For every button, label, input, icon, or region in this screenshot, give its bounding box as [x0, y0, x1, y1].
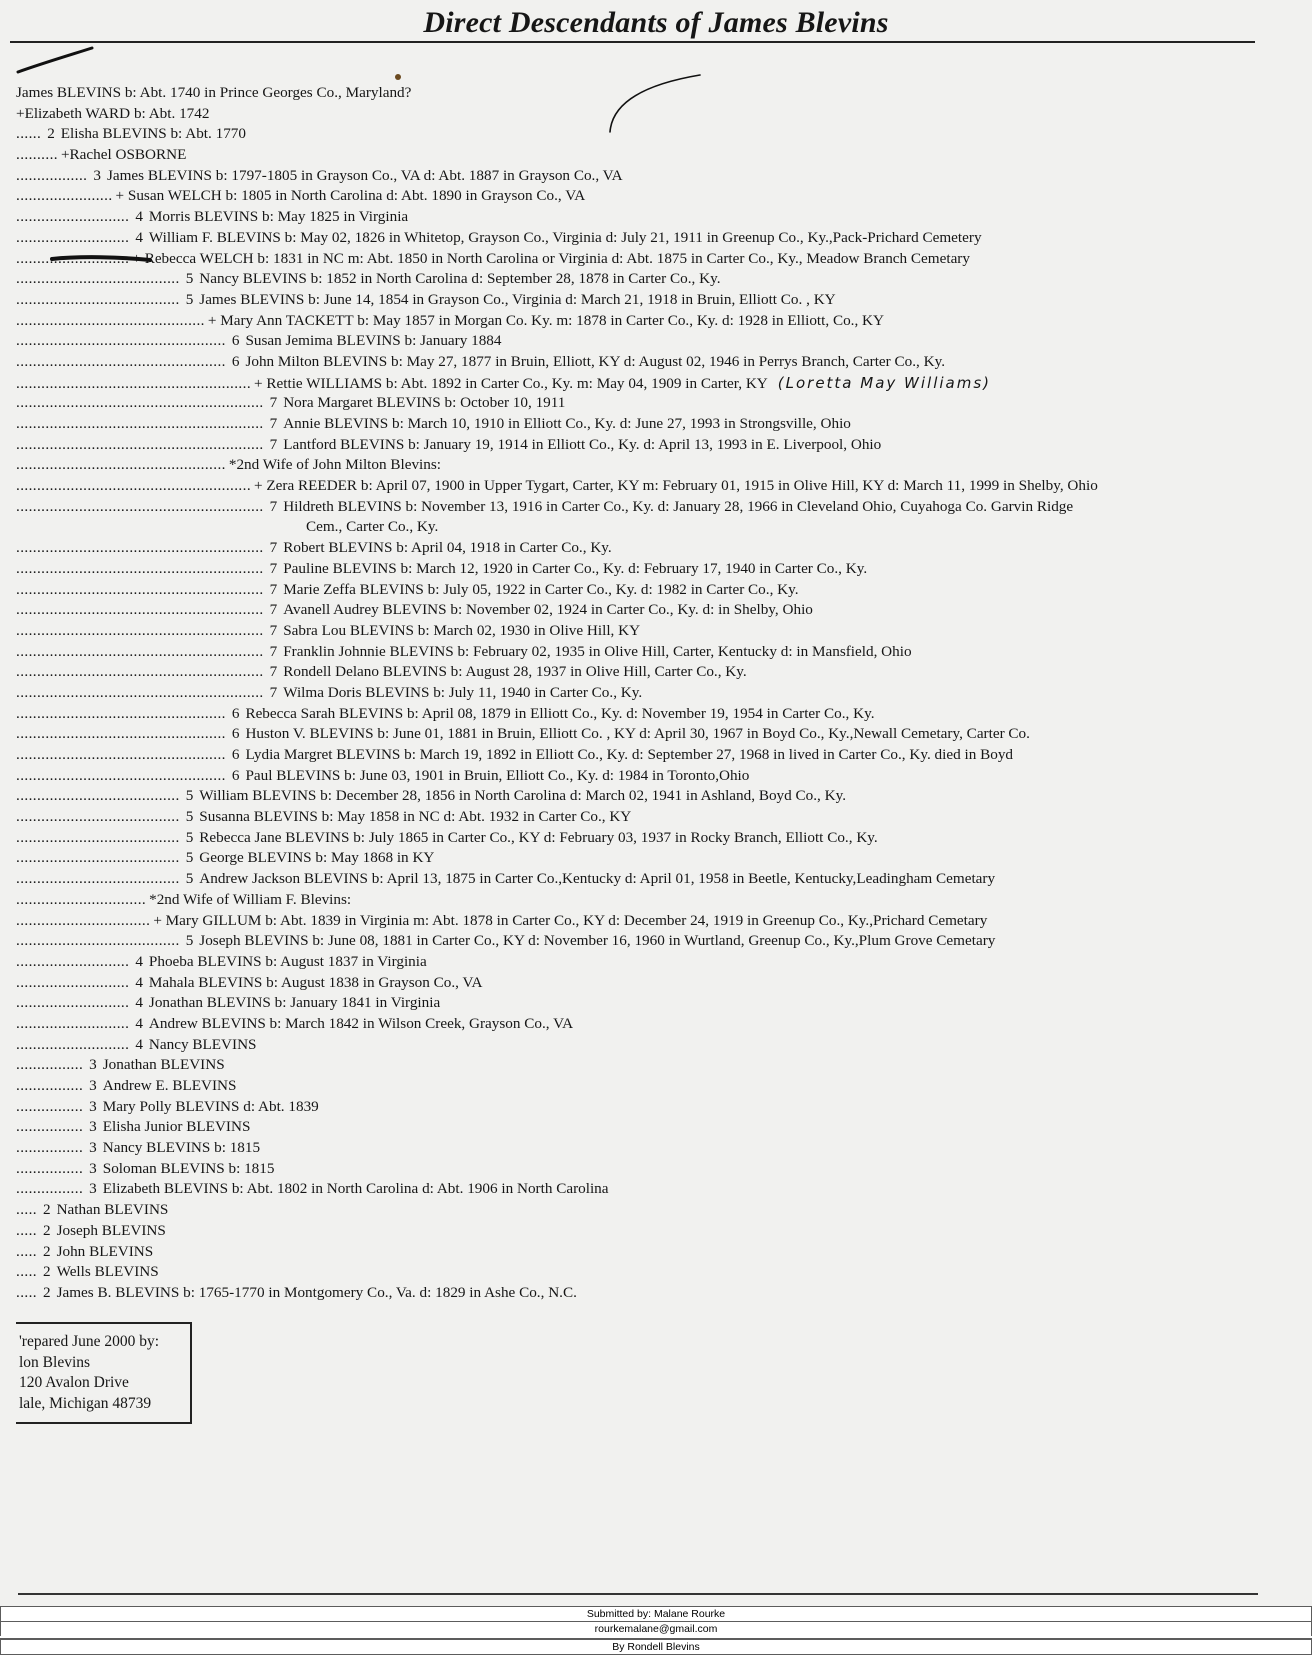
generation-number: 7	[269, 642, 278, 660]
generation-number: 5	[185, 787, 194, 805]
indent-leader: ...........................................................	[16, 601, 264, 619]
descendant-entry	[16, 166, 1306, 187]
prepared-by-box	[16, 1322, 192, 1424]
descendant-entry	[16, 1076, 1306, 1097]
title-rule	[10, 41, 1255, 43]
generation-number: 3	[89, 1118, 97, 1136]
descendant-entry	[16, 186, 1306, 207]
generation-number: 2	[42, 1201, 51, 1219]
entry-text: Pauline BLEVINS b: March 12, 1920 in Carter Co., Ky. d: February 17, 1940 in Carter Co., Ky.	[283, 559, 868, 577]
generation-number: 6	[231, 704, 240, 722]
entry-text: Franklin Johnnie BLEVINS b: February 02, 1935 in Olive Hill, Carter, Kentucky d: in Mansfield, Ohio	[283, 642, 912, 660]
indent-leader: ................	[16, 1097, 84, 1115]
entry-text: Elisha BLEVINS b: Abt. 1770	[60, 125, 246, 143]
generation-number: 7	[269, 539, 278, 557]
indent-leader: ........................................................	[16, 477, 252, 495]
indent-leader: ...........................	[16, 228, 130, 246]
descendant-entry	[16, 848, 1306, 869]
indent-leader: ..................................................	[16, 766, 226, 784]
generation-number: 3	[89, 1180, 97, 1198]
indent-leader: ...........................	[16, 208, 130, 226]
descendant-entry	[16, 683, 1306, 704]
generation-number: 6	[231, 332, 240, 350]
generation-number: 7	[269, 559, 278, 577]
descendant-entry	[16, 1159, 1306, 1180]
descendant-entry	[16, 973, 1306, 994]
generation-number: 7	[269, 415, 278, 432]
descendant-entry	[16, 786, 1306, 807]
indent-leader: ..................................................	[16, 456, 226, 474]
indent-leader: .......................	[16, 187, 113, 205]
descendant-entry	[16, 1262, 1306, 1283]
indent-leader: .....	[16, 1221, 37, 1239]
entry-text: Andrew E. BLEVINS	[102, 1077, 237, 1094]
entry-text: Hildreth BLEVINS b: November 13, 1916 in Carter Co., Ky. d: January 28, 1966 in Cleveland Ohio, Cuyahoga Co. Garvin Ridge	[283, 497, 1074, 515]
indent-leader: ...........................................................	[16, 539, 264, 557]
descendant-entry	[16, 580, 1306, 601]
descendant-entry	[16, 662, 1306, 683]
descendant-entry	[16, 1035, 1306, 1056]
entry-text: Joseph BLEVINS	[56, 1221, 166, 1239]
entry-text: Morris BLEVINS b: May 1825 in Virginia	[148, 208, 409, 226]
descendant-entry	[16, 476, 1306, 497]
indent-leader: ..................................................	[16, 352, 226, 370]
generation-number: 3	[93, 166, 101, 184]
descendant-entry	[16, 497, 1306, 518]
entry-text: James BLEVINS b: 1797-1805 in Grayson Co., VA d: Abt. 1887 in Grayson Co., VA	[106, 166, 623, 184]
descendant-entry	[16, 414, 1306, 435]
entry-text: Mahala BLEVINS b: August 1838 in Grayson Co., VA	[148, 973, 483, 991]
entry-text: Mary Polly BLEVINS d: Abt. 1839	[102, 1097, 319, 1115]
descendant-entry	[16, 931, 1306, 952]
bottom-rule	[18, 1593, 1258, 1595]
generation-number: 2	[47, 125, 55, 143]
indent-leader: ...........................	[16, 1014, 130, 1032]
entry-text: Sabra Lou BLEVINS b: March 02, 1930 in Olive Hill, KY	[283, 621, 641, 639]
indent-leader: ..........	[16, 146, 58, 164]
entry-text: Soloman BLEVINS b: 1815	[102, 1159, 275, 1177]
entry-continuation: Cem., Carter Co., Ky.	[306, 518, 439, 536]
entry-text: Wilma Doris BLEVINS b: July 11, 1940 in Carter Co., Ky.	[283, 683, 643, 701]
indent-leader: ................	[16, 1159, 84, 1177]
entry-text: Andrew BLEVINS b: March 1842 in Wilson Creek, Grayson Co., VA	[148, 1014, 574, 1032]
descendant-entry	[16, 1138, 1306, 1159]
indent-leader: ................	[16, 1180, 84, 1198]
submitted-by-line: Submitted by: Malane Rourke	[0, 1606, 1312, 1621]
indent-leader: .......................................	[16, 270, 180, 288]
descendant-entry	[16, 1055, 1306, 1076]
entry-text: Marie Zeffa BLEVINS b: July 05, 1922 in Carter Co., Ky. d: 1982 in Carter Co., Ky.	[283, 580, 799, 598]
entry-text: Avanell Audrey BLEVINS b: November 02, 1924 in Carter Co., Ky. d: in Shelby, Ohio	[283, 601, 813, 619]
descendant-entry	[16, 1179, 1306, 1200]
generation-number: 7	[269, 601, 278, 619]
generation-number: 5	[185, 290, 194, 308]
entry-text: Nora Margaret BLEVINS b: October 10, 1911	[283, 394, 566, 412]
indent-leader: .....	[16, 1242, 37, 1260]
generation-number: 5	[185, 849, 194, 867]
indent-leader: ...........................................................	[16, 415, 264, 432]
indent-leader: ...........................................................	[16, 435, 264, 453]
indent-leader: .......................................	[16, 870, 180, 888]
prepared-street-line: 120 Avalon Drive	[19, 1374, 129, 1392]
indent-leader: ......	[16, 125, 42, 143]
indent-leader: .......................................	[16, 290, 180, 308]
generation-number: 4	[135, 228, 143, 246]
prepared-name-line: lon Blevins	[19, 1353, 91, 1371]
generation-number: 3	[89, 1159, 97, 1177]
prepared-city-line: lale, Michigan 48739	[19, 1394, 152, 1412]
descendant-entry	[16, 807, 1306, 828]
descendant-entry	[16, 890, 1306, 911]
descendant-entry	[16, 911, 1306, 932]
entry-text: Jonathan BLEVINS	[102, 1056, 225, 1074]
generation-number: 3	[89, 1056, 97, 1074]
email-link[interactable]: rourkemalane@gmail.com	[0, 1621, 1312, 1636]
generation-number: 3	[89, 1077, 97, 1094]
indent-leader: .......................................	[16, 808, 180, 826]
entry-text: Huston V. BLEVINS b: June 01, 1881 in Bruin, Elliott Co. , KY d: April 30, 1967 in Boyd Co., Ky.,Newall Cemetary, Carter Co.	[245, 725, 1030, 743]
indent-leader: ...........................	[16, 249, 130, 267]
entry-text: Nathan BLEVINS	[56, 1201, 169, 1219]
indent-leader: .......................................	[16, 787, 180, 805]
indent-leader: .......................................	[16, 932, 180, 950]
entry-text: Lantford BLEVINS b: January 19, 1914 in Elliott Co., Ky. d: April 13, 1993 in E. Liverpool, Ohio	[283, 435, 882, 453]
descendant-entry	[16, 83, 1306, 104]
prepared-date-line: 'repared June 2000 by:	[19, 1333, 160, 1350]
entry-text: James BLEVINS b: Abt. 1740 in Prince Georges Co., Maryland?	[16, 84, 412, 101]
entry-text: Lydia Margret BLEVINS b: March 19, 1892 in Elliott Co., Ky. d: September 27, 1968 in lived in Carter Co., Ky. died in Boyd	[245, 746, 1014, 763]
generation-number: 5	[185, 270, 194, 288]
generation-number: 6	[231, 352, 240, 370]
descendant-entry	[16, 828, 1306, 849]
generation-number: 7	[269, 394, 278, 412]
submission-footer	[0, 1606, 1312, 1661]
indent-leader: ..................................................	[16, 704, 226, 722]
generation-number: 3	[89, 1097, 97, 1115]
generation-number: 7	[269, 435, 278, 453]
entry-text: James BLEVINS b: June 14, 1854 in Grayson Co., Virginia d: March 21, 1918 in Bruin, Elliott Co. , KY	[199, 290, 836, 308]
descendant-entry	[16, 993, 1306, 1014]
generation-number: 6	[231, 725, 240, 743]
descendant-entry	[16, 290, 1306, 311]
indent-leader: ...........................................................	[16, 497, 264, 515]
generation-number: 7	[269, 663, 278, 681]
indent-leader: ...........................	[16, 952, 130, 970]
entry-text: + Rebecca WELCH b: 1831 in NC m: Abt. 1850 in North Carolina or Virginia d: Abt. 1875 in Carter Co., Ky., Meadow Branch Cemetary	[132, 249, 970, 267]
indent-leader: ...........................	[16, 994, 130, 1012]
indent-leader: ..................................................	[16, 332, 226, 350]
entry-text: Rebecca Jane BLEVINS b: July 1865 in Carter Co., KY d: February 03, 1937 in Rocky Branch, Elliott Co., Ky.	[199, 828, 878, 846]
descendant-entry	[16, 455, 1306, 476]
indent-leader: .....	[16, 1201, 37, 1219]
generation-number: 2	[42, 1283, 51, 1301]
indent-leader: ................	[16, 1118, 84, 1136]
generation-number: 7	[269, 621, 278, 639]
generation-number: 7	[269, 683, 278, 701]
pen-stroke-top-left	[18, 48, 92, 72]
generation-number: 4	[135, 952, 143, 970]
descendant-entry	[16, 311, 1306, 332]
entry-text: +Rachel OSBORNE	[60, 146, 187, 164]
indent-leader: ..................................................	[16, 725, 226, 743]
entry-text: Paul BLEVINS b: June 03, 1901 in Bruin, Elliott Co., Ky. d: 1984 in Toronto,Ohio	[245, 766, 750, 784]
indent-leader: ...........................................................	[16, 683, 264, 701]
indent-leader: ...............................	[16, 890, 147, 908]
indent-leader: ..................................................	[16, 746, 226, 763]
indent-leader: .............................................	[16, 311, 205, 329]
descendant-entry	[16, 952, 1306, 973]
indent-leader: .....	[16, 1283, 37, 1301]
entry-text: Elizabeth BLEVINS b: Abt. 1802 in North Carolina d: Abt. 1906 in North Carolina	[102, 1180, 609, 1198]
descendant-entry	[16, 393, 1306, 414]
entry-text: *2nd Wife of John Milton Blevins:	[228, 456, 441, 474]
entry-text: +Elizabeth WARD b: Abt. 1742	[16, 104, 210, 122]
indent-leader: ...........................	[16, 1035, 130, 1053]
descendant-entry	[16, 269, 1306, 290]
entry-text: Andrew Jackson BLEVINS b: April 13, 1875 in Carter Co.,Kentucky d: April 01, 1958 in Beetle, Kentucky,Leadingham Cemetary	[199, 870, 996, 888]
entry-text: John BLEVINS	[56, 1242, 154, 1260]
descendant-entry	[16, 145, 1306, 166]
descendant-entry	[16, 228, 1306, 249]
generation-number: 4	[135, 1035, 143, 1053]
descendant-entry	[16, 1097, 1306, 1118]
entry-text: James B. BLEVINS b: 1765-1770 in Montgomery Co., Va. d: 1829 in Ashe Co., N.C.	[56, 1283, 577, 1301]
entry-text: Elisha Junior BLEVINS	[102, 1118, 251, 1136]
descendant-entry	[16, 249, 1306, 270]
entry-text: William BLEVINS b: December 28, 1856 in North Carolina d: March 02, 1941 in Ashland, Boyd Co., Ky.	[199, 787, 847, 805]
generation-number: 4	[135, 1014, 143, 1032]
indent-leader: ........................................................	[16, 374, 252, 392]
descendant-entry	[16, 207, 1306, 228]
descendant-entry	[16, 1200, 1306, 1221]
generation-number: 5	[185, 828, 194, 846]
generation-number: 5	[185, 808, 194, 826]
generation-number: 7	[269, 580, 278, 598]
generation-number: 6	[231, 746, 240, 763]
ink-dot	[395, 74, 401, 80]
entry-text: John Milton BLEVINS b: May 27, 1877 in Bruin, Elliott, KY d: August 02, 1946 in Perrys Branch, Carter Co., Ky.	[245, 352, 946, 370]
entry-text: + Mary Ann TACKETT b: May 1857 in Morgan Co. Ky. m: 1878 in Carter Co., Ky. d: 1928 in Elliott, Co., KY	[207, 311, 884, 329]
generation-number: 3	[89, 1139, 97, 1157]
generation-number: 4	[135, 973, 143, 991]
descendant-entry	[16, 1117, 1306, 1138]
entry-text: Nancy BLEVINS b: 1852 in North Carolina d: September 28, 1878 in Carter Co., Ky.	[199, 270, 721, 288]
indent-leader: ...........................................................	[16, 621, 264, 639]
entry-text: Rebecca Sarah BLEVINS b: April 08, 1879 in Elliott Co., Ky. d: November 19, 1954 in Carter Co., Ky.	[245, 704, 875, 722]
descendant-entry	[16, 352, 1306, 373]
entry-text: William F. BLEVINS b: May 02, 1826 in Whitetop, Grayson Co., Virginia d: July 21, 1911 in Greenup Co., Ky.,Pack-Prichard Cemetery	[148, 228, 982, 246]
indent-leader: ...........................................................	[16, 559, 264, 577]
descendant-entry	[16, 559, 1306, 580]
descendant-entry	[16, 704, 1306, 725]
entry-text: Robert BLEVINS b: April 04, 1918 in Carter Co., Ky.	[283, 539, 612, 557]
indent-leader: ...........................................................	[16, 642, 264, 660]
entry-text: Joseph BLEVINS b: June 08, 1881 in Carter Co., KY d: November 16, 1960 in Wurtland, Greenup Co., Ky.,Plum Grove Cemetary	[199, 932, 996, 950]
entry-text: Nancy BLEVINS	[148, 1035, 257, 1053]
descendant-entry	[16, 724, 1306, 745]
entry-text: Jonathan BLEVINS b: January 1841 in Virginia	[148, 994, 441, 1012]
entry-text: Susanna BLEVINS b: May 1858 in NC d: Abt. 1932 in Carter Co., KY	[199, 808, 632, 826]
descendant-entry	[16, 766, 1306, 787]
indent-leader: ...........................................................	[16, 580, 264, 598]
generation-number: 4	[135, 994, 143, 1012]
descendant-entry	[16, 104, 1306, 125]
entry-text: Wells BLEVINS	[56, 1263, 159, 1281]
descendant-entry	[16, 600, 1306, 621]
indent-leader: ................	[16, 1056, 84, 1074]
generation-number: 6	[231, 766, 240, 784]
entry-text: + Mary GILLUM b: Abt. 1839 in Virginia m: Abt. 1878 in Carter Co., KY d: December 24, 1919 in Greenup Co., Ky.,Prichard Cemetary	[153, 911, 988, 929]
generation-number: 2	[42, 1242, 51, 1260]
descendant-entry	[16, 745, 1306, 766]
entry-text: + Zera REEDER b: April 07, 1900 in Upper Tygart, Carter, KY m: February 01, 1915 in Olive Hill, KY d: March 11, 1999 in Shelby, Ohio	[254, 477, 1098, 495]
indent-leader: .......................................	[16, 849, 180, 867]
indent-leader: ...........................	[16, 973, 130, 991]
descendant-entry	[16, 1283, 1306, 1304]
entry-text: + Susan WELCH b: 1805 in North Carolina d: Abt. 1890 in Grayson Co., VA	[115, 187, 586, 205]
descendant-list	[16, 83, 1306, 1304]
generation-number: 2	[42, 1221, 51, 1239]
entry-text: *2nd Wife of William F. Blevins:	[149, 890, 352, 908]
indent-leader: .................	[16, 166, 88, 184]
descendant-entry	[16, 435, 1306, 456]
descendant-entry	[16, 1221, 1306, 1242]
indent-leader: ...........................................................	[16, 663, 264, 681]
indent-leader: .......................................	[16, 828, 180, 846]
descendant-entry	[16, 331, 1306, 352]
generation-number: 4	[135, 208, 143, 226]
entry-text: Nancy BLEVINS b: 1815	[102, 1139, 261, 1157]
generation-number: 5	[185, 870, 194, 888]
entry-text: Susan Jemima BLEVINS b: January 1884	[245, 332, 502, 350]
entry-text: + Rettie WILLIAMS b: Abt. 1892 in Carter Co., Ky. m: May 04, 1909 in Carter, KY	[254, 374, 768, 392]
page-title: Direct Descendants of James Blevins	[423, 6, 889, 39]
indent-leader: .....	[16, 1263, 37, 1281]
indent-leader: ................	[16, 1139, 84, 1157]
by-line: By Rondell Blevins	[0, 1638, 1312, 1655]
descendant-entry	[16, 621, 1306, 642]
descendant-entry	[16, 538, 1306, 559]
entry-text: Phoeba BLEVINS b: August 1837 in Virginia	[148, 952, 427, 970]
descendant-entry	[16, 642, 1306, 663]
entry-text: Annie BLEVINS b: March 10, 1910 in Elliott Co., Ky. d: June 27, 1993 in Strongsville, Ohio	[283, 415, 851, 432]
generation-number: 7	[269, 497, 278, 515]
indent-leader: ................................	[16, 911, 151, 929]
descendant-entry	[16, 869, 1306, 890]
descendant-entry	[16, 373, 1306, 394]
descendant-entry	[16, 1242, 1306, 1263]
descendant-entry	[16, 1014, 1306, 1035]
indent-leader: ................	[16, 1077, 84, 1094]
entry-text: Rondell Delano BLEVINS b: August 28, 1937 in Olive Hill, Carter Co., Ky.	[283, 663, 747, 681]
handwritten-note: (Loretta May Williams)	[777, 373, 992, 392]
generation-number: 2	[42, 1263, 51, 1281]
generation-number: 5	[185, 932, 194, 950]
descendant-entry	[16, 124, 1306, 145]
entry-text: George BLEVINS b: May 1868 in KY	[199, 849, 435, 867]
indent-leader: ...........................................................	[16, 394, 264, 412]
